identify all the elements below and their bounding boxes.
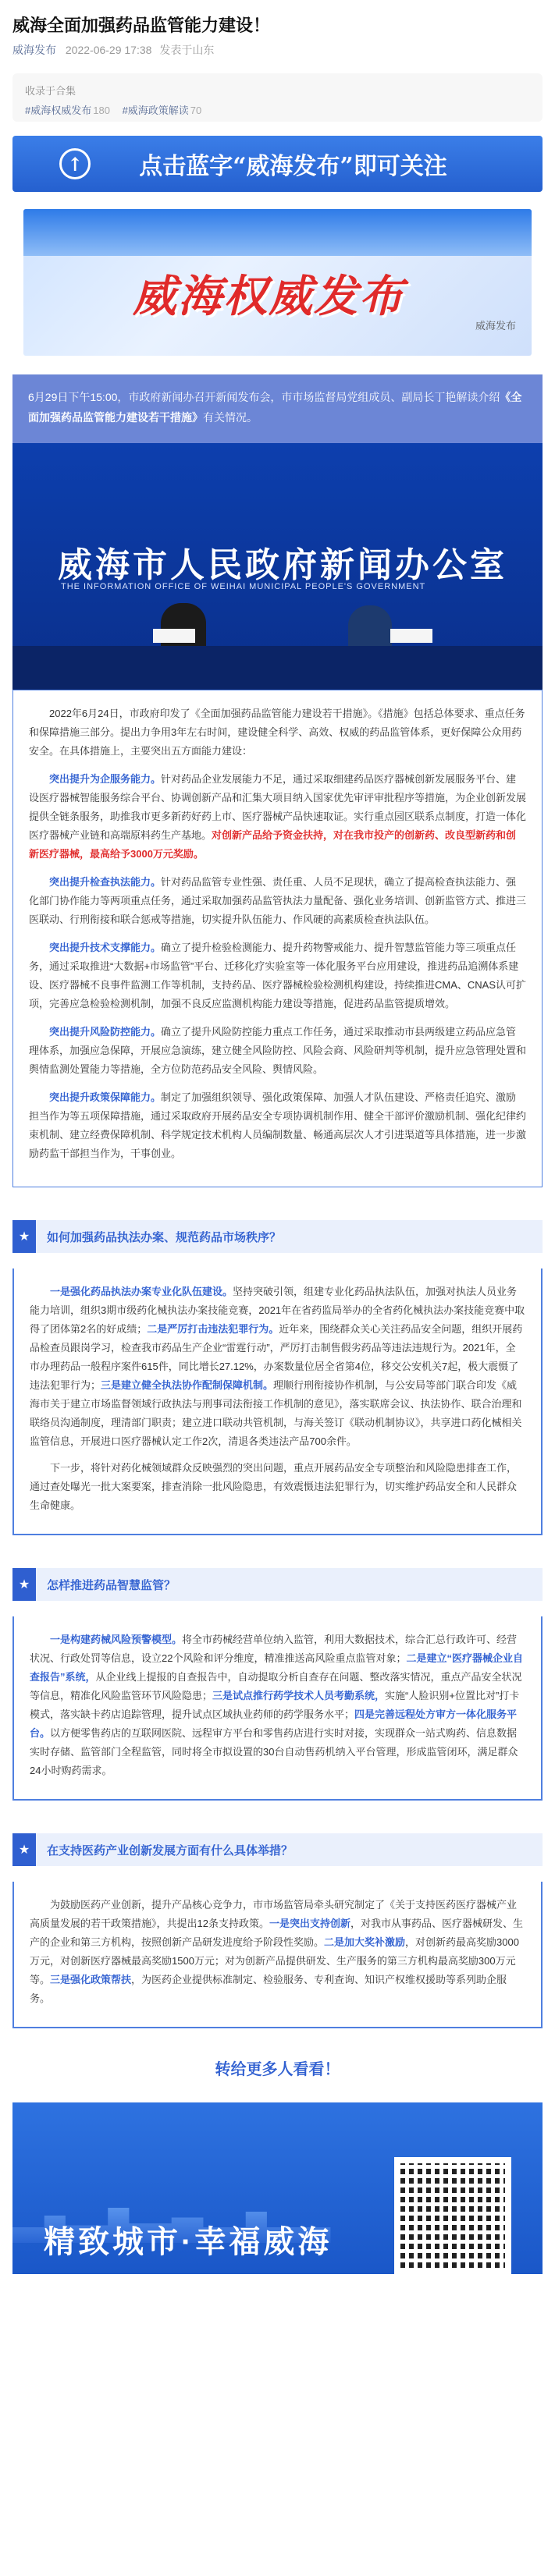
body-text: 针对药品监管专业性强、责任重、人员不足现状，确立了提高检查执法能力、强化部门协作能力等两项重点任务，通过采取加强药品监管执法力量配备、强化业务培训、创新监管方式、推进三医联动、行刑衔接和联合惩戒等措施，切实提升队伍能力、作风硬的高素质检查执法队伍。 (29, 876, 527, 925)
highlight-text: 突出提升风险防控能力。 (49, 1026, 162, 1038)
body-text: ，为医药企业提供标准制定、检验服务、专利查询、知识产权维权援助等系列助企服务。 (30, 1974, 507, 2004)
highlight-text: 一是突出支持创新 (269, 1918, 350, 1929)
brand-banner (23, 209, 532, 356)
star-icon: ★ (12, 1220, 36, 1253)
body-text: 确立了提升风险防控能力重点工作任务，通过采取推动市县两级建立药品应急管理体系，加强应急保障，开展应急演练，建立健全风险防控、风险会商、风险研判等机制，提升应急管理处置和舆情监测处置能力等措施，全方位防范药品安全风险、舆情风险。 (29, 1026, 527, 1075)
qr-code-pattern (400, 2163, 505, 2268)
section-paragraph (30, 1283, 525, 1451)
body-text: 实施“人脸识别+位置比对”打卡模式，落实缺卡药店追踪管理，提升试点区域执业药师的药学服务水平； (30, 1690, 520, 1720)
photo-backdrop-subtitle: THE INFORMATION OFFICE OF WEIHAI MUNICIPAL PEOPLE'S GOVERNMENT (61, 582, 426, 591)
body-text: 从企业线上提报的自查报告中，自动提取分析自查存在问题、整改落实情况，重点产品安全状况等信息，精准化风险监管环节风险隐患； (30, 1671, 522, 1701)
section-heading-2 (12, 1568, 543, 1601)
collection-tag-1[interactable]: #威海权威发布 (25, 105, 92, 116)
body-text: 近年来，围绕群众关心关注药品安全问题，组织开展药品检查员跟岗学习，检查我市药品生产企业“雷霆行动”，严厉打击制售假劣药品等违法违规行为。2021年，全市办理药品一般程序案件615件，同比增长27.12%，办案数量位居全省第4位，移交公安机关7起，极大震慑了违法犯罪行为； (30, 1323, 523, 1391)
qr-code[interactable] (394, 2157, 511, 2274)
body-text: 理顺行刑衔接协作机制，与公安局等部门联合印发《威海市关于建立市场监督领域行政执法与刑事司法衔接工作机制的意见》，落实联席会议、执法协作、联合治理和联络员沟通制度，理清部门职责；建立进口联动共管机制，与海关签订《联动机制协议》，共享进口药化械相关监管信息，开展进口医疗器械认定工作2次，清退各类违法产品700余件。 (30, 1379, 522, 1447)
body-text: 针对药品企业发展能力不足，通过采取细建药品医疗器械创新发展服务平台、建设医疗器械智能服务综合平台、协调创新产品和汇集大项目纳入国家优先审评审批程序等措施，为企业创新发展提供全链条服务，助推我市更多新药好药上市、医疗器械产品快速取证。实行重点园区联系点制度，打造一体化医疗器械产业链和高端原料药生产基地。 (29, 773, 527, 841)
body-text: ，对我市从事药品、医疗器械研发、生产的企业和第三方机构，按照创新产品研发进度给予阶段性奖励。 (30, 1918, 523, 1948)
section-heading-text: 怎样推进药品智慧监管？ (47, 1578, 176, 1592)
highlight-text: 一是构建药械风险预警模型。 (50, 1634, 183, 1645)
intro-paragraph (29, 770, 526, 864)
highlight-text: 四是完善远程处方审方一体化服务平台。 (30, 1708, 518, 1739)
lead-text-2: 有关情况。 (203, 411, 258, 424)
section-heading-text: 在支持医药产业创新发展方面有什么具体举措？ (47, 1843, 294, 1857)
highlight-text: 三是试点推行药学技术人员考勤系统， (212, 1690, 386, 1701)
name-plate (153, 629, 195, 643)
share-prompt: 转给更多人看看！ (215, 2061, 340, 2078)
lead-text-1: 6月29日下午15:00，市政府新闻办召开新闻发布会，市市场监督局党组成员、副局长丁艳解读介绍 (28, 391, 500, 403)
intro-paragraph: 2022年6月24日，市政府印发了《全面加强药品监管能力建设若干措施》。《措施》包括总体要求、重点任务和保障措施三部分。提出力争用3年左右时间，建设健全科学、高效、权威的药品监管体系，更好保障公众用药安全。在具体措施上，主要突出五方面能力建设： (29, 708, 525, 757)
highlight-text: 突出提升检查执法能力。 (49, 876, 162, 888)
section-body-1 (12, 1268, 543, 1535)
highlight-text: 突出提升为企服务能力。 (49, 773, 162, 785)
body-text: 坚持突破引领，组建专业化药品执法队伍，加强对执法人员业务能力培训，组织3期市级药化械执法办案技能竞赛，2021年在省药监局举办的全省药化械执法办案技能竞赛中取得了团体第2名的好成绩； (30, 1286, 525, 1335)
intro-box (12, 690, 543, 1187)
collection-tag-1-count: 180 (93, 105, 110, 116)
highlight-text: 一是强化药品执法办案专业化队伍建设。 (50, 1286, 233, 1297)
collection-tag-2-count: 70 (190, 105, 202, 116)
body-text: 确立了提升检验检测能力、提升药物警戒能力、提升智慧监管能力等三项重点任务，通过采取推进“大数据+市场监管”平台、迁移化疗实验室等一体化服务平台应用建设，推进药品追溯体系建设、医疗器械不良事件监测工作等机制，支持药品、医疗器械检验检测机构建设，持续推进CMA、CNAS认可扩项，完善应急检验检测机制，加强不良反应监测机构能力建设等措施，促进药品监管提质增效。 (29, 942, 527, 1009)
body-text: 制定了加强组织领导、强化政策保障、加强人才队伍建设、严格责任追究、激励担当作为等五项保障措施，通过采取政府开展药品安全专项协调机制作用、健全干部评价激励机制、强化纪律约束机制、建立经费保障机制、科学规定技术机构人员编制数量、畅通高层次人才引进渠道等具体措施，进一步激励药监干部担当作为，干事创业。 (29, 1091, 527, 1159)
highlight-text: 二是严厉打击违法犯罪行为。 (147, 1323, 279, 1335)
press-conference-photo (12, 443, 543, 690)
collection-label: 收录于合集 (25, 85, 76, 97)
section-body-3 (12, 1882, 543, 2028)
body-text: 将全市药械经营单位纳入监管，利用大数据技术，综合汇总行政许可、经营状况、行政处罚等信息，设立22个风险和评分维度，精准推送高风险重点监管对象； (30, 1634, 518, 1664)
red-highlight-text: 对创新产品给予资金扶持，对在我市投产的创新药、改良型新药和创新医疗器械，最高给予3000万元奖励。 (29, 829, 517, 860)
section-body-2 (12, 1616, 543, 1801)
banner-wave-decoration (23, 209, 532, 256)
highlight-text: 二是加大奖补激励 (324, 1936, 406, 1948)
section-paragraph: 下一步，将针对药化械领域群众反映强烈的突出问题，重点开展药品安全专项整治和风险隐患排查工作，通过查处曝光一批大案要案，排查消除一批风险隐患，有效震慑违法犯罪行为，切实维护药品安全和人民群众生命健康。 (30, 1462, 518, 1511)
footer-slogan: 精致城市·幸福威海 (44, 2225, 333, 2259)
arrow-up-icon: ↑ (59, 148, 91, 179)
highlight-text: 突出提升政策保障能力。 (49, 1091, 162, 1103)
highlight-text: 三是建立健全执法协作配制保障机制。 (101, 1379, 274, 1391)
banner-logo: 威海发布 (475, 320, 516, 332)
body-text: ，对创新药最高奖励3000万元，对创新医疗器械最高奖励1500万元；对为创新产品提供研发、生产服务的第三方机构最高奖励300万元等。 (30, 1936, 519, 1985)
section-heading-3 (12, 1833, 543, 1866)
star-icon: ★ (12, 1568, 36, 1601)
highlight-text: 二是建立“医疗器械企业自查报告”系统， (30, 1652, 523, 1683)
lead-paragraph (12, 374, 543, 443)
section-paragraph (30, 1630, 525, 1780)
footer-banner (12, 2102, 543, 2274)
intro-paragraph (29, 939, 526, 1013)
intro-paragraph (29, 873, 526, 929)
name-plate (390, 629, 432, 643)
intro-paragraph (29, 1088, 526, 1163)
collection-tag-2[interactable]: #威海政策解读 (122, 105, 189, 116)
star-icon: ★ (12, 1833, 36, 1866)
follow-banner-text: 点击蓝字“威海发布”即可关注 (139, 153, 447, 180)
highlight-text: 突出提升技术支撑能力。 (49, 942, 162, 953)
section-heading-text: 如何加强药品执法办案、规范药品市场秩序？ (47, 1230, 282, 1244)
account-link[interactable]: 威海发布 (12, 44, 56, 56)
follow-banner[interactable] (12, 136, 543, 192)
banner-title: 威海权威发布 (133, 271, 404, 322)
photo-backdrop-title: 威海市人民政府新闻办公室 (58, 546, 507, 584)
section-heading-1 (12, 1220, 543, 1253)
intro-paragraph (29, 1023, 526, 1079)
lead-text-bold: 《全面加强药品监管能力建设若干措施》 (28, 391, 522, 424)
publish-date: 2022-06-29 17:38 (65, 44, 152, 56)
highlight-text: 三是强化政策帮扶 (50, 1974, 132, 1985)
press-desk (12, 646, 543, 690)
collection-box (12, 73, 543, 122)
body-text: 以方便零售药店的互联网医院、远程审方平台和零售药店进行实时对接，实现群众一站式购药、信息数据实时存储、监管部门全程监管，同时将全市拟设置的30台自动售药机纳入平台管理，形成监管闭环，满足群众24小时购药需求。 (30, 1727, 518, 1776)
publish-location: 发表于山东 (159, 44, 215, 56)
article-title: 威海全面加强药品监管能力建设！ (12, 16, 271, 35)
body-text: 为鼓励医药产业创新，提升产品核心竞争力，市市场监管局牵头研究制定了《关于支持医药医疗器械产业高质量发展的若干政策措施》，共提出12条支持政策。 (30, 1899, 518, 1929)
article-meta (0, 42, 555, 67)
section-paragraph (30, 1896, 525, 2008)
